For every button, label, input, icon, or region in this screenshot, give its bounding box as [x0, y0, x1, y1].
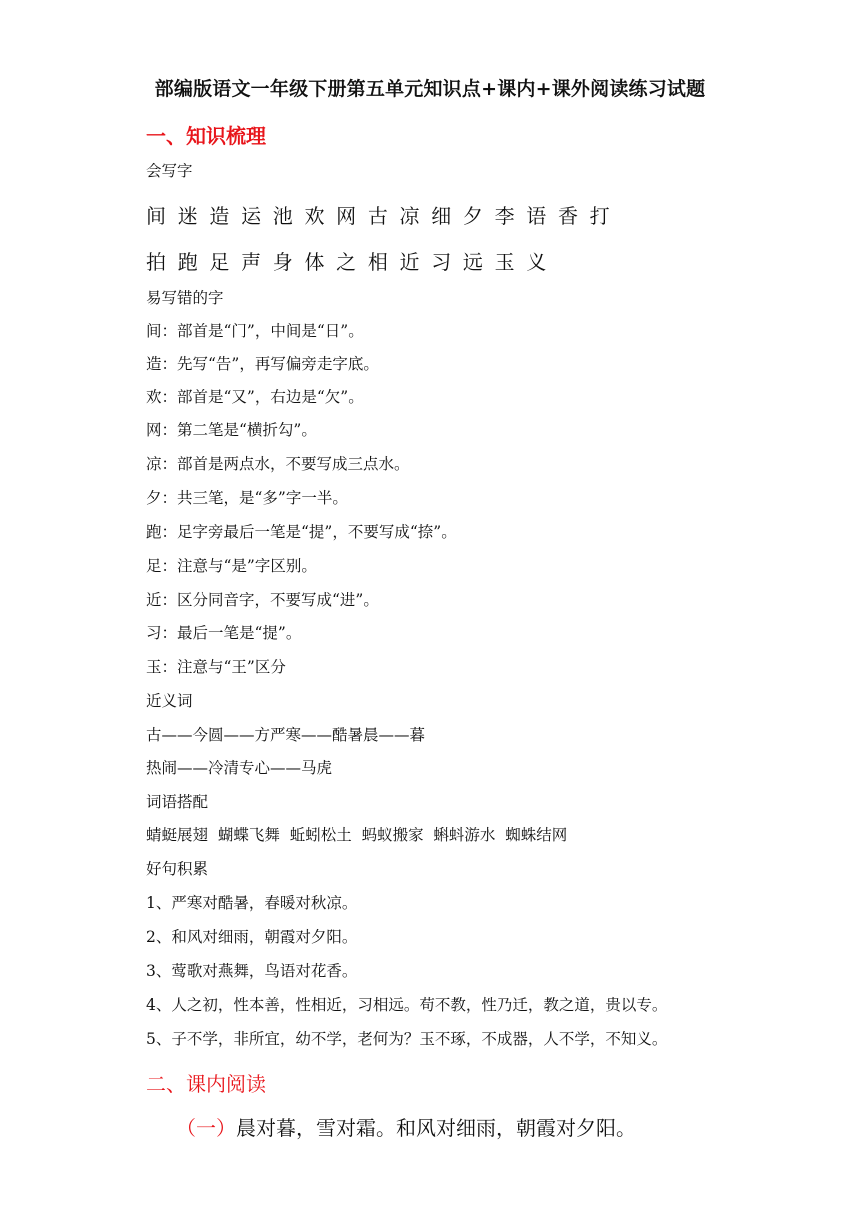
sentence-item: 4、人之初，性本善，性相近，习相远。苟不教，性乃迁，教之道，贵以专。	[146, 996, 668, 1014]
write-chars-row-2	[146, 246, 558, 275]
write-char: 欢	[304, 204, 325, 228]
synonyms-line-2: 热闹——冷清专心——马虎	[146, 759, 333, 777]
write-char: 体	[304, 250, 325, 274]
write-char: 李	[494, 204, 515, 228]
collocations-label: 词语搭配	[146, 793, 209, 811]
write-char: 之	[336, 250, 357, 274]
error-char-item: 间：部首是“门”，中间是“日”。	[146, 322, 364, 340]
error-chars-label: 易写错的字	[146, 289, 224, 307]
write-char: 迷	[177, 204, 198, 228]
write-char: 远	[462, 250, 483, 274]
synonyms-label: 近义词	[146, 692, 193, 710]
write-char: 运	[241, 204, 262, 228]
section-heading-knowledge: 一、知识梳理	[146, 124, 266, 148]
write-char: 习	[431, 250, 452, 274]
error-char-item: 造：先写“告”，再写偏旁走字底。	[146, 355, 379, 373]
write-char: 池	[272, 204, 293, 228]
write-char: 夕	[462, 204, 483, 228]
write-char: 香	[557, 204, 578, 228]
synonyms-line-1: 古——今圆——方严寒——酷暑晨——暮	[146, 726, 426, 744]
write-char: 拍	[146, 250, 166, 274]
error-char-item: 凉：部首是两点水，不要写成三点水。	[146, 455, 410, 473]
reading-passage-1	[176, 1112, 636, 1141]
write-char: 义	[526, 250, 547, 274]
write-char: 近	[399, 250, 420, 274]
write-char: 声	[241, 250, 262, 274]
write-char: 间	[146, 204, 166, 228]
reading-passage-number: （一）	[176, 1116, 236, 1140]
reading-passage-text: 晨对暮，雪对霜。和风对细雨，朝霞对夕阳。	[236, 1116, 636, 1140]
error-char-item: 近：区分同音字，不要写成“进”。	[146, 591, 379, 609]
error-char-item: 习：最后一笔是“提”。	[146, 624, 302, 642]
write-char: 古	[367, 204, 388, 228]
write-char: 打	[589, 204, 610, 228]
sentence-item: 5、子不学，非所宜，幼不学，老何为？玉不琢，不成器，人不学，不知义。	[146, 1030, 668, 1048]
write-char: 语	[526, 204, 547, 228]
write-chars-row-1	[146, 200, 621, 229]
error-char-item: 欢：部首是“又”，右边是“欠”。	[146, 388, 364, 406]
write-chars-label: 会写字	[146, 162, 193, 180]
write-char: 凉	[399, 204, 420, 228]
sentence-item: 2、和风对细雨，朝霞对夕阳。	[146, 928, 358, 946]
write-char: 网	[336, 204, 357, 228]
write-char: 跑	[177, 250, 198, 274]
write-char: 造	[209, 204, 230, 228]
write-char: 玉	[494, 250, 515, 274]
error-char-item: 跑：足字旁最后一笔是“提”，不要写成“捺”。	[146, 523, 457, 541]
document-title: 部编版语文一年级下册第五单元知识点+课内+课外阅读练习试题	[154, 78, 706, 100]
write-char: 身	[272, 250, 293, 274]
write-char: 细	[431, 204, 452, 228]
write-char: 相	[367, 250, 388, 274]
collocations-text: 蜻蜓展翅 蝴蝶飞舞 蚯蚓松土 蚂蚁搬家 蝌蚪游水 蜘蛛结网	[146, 826, 568, 844]
error-char-item: 网：第二笔是“横折勾”。	[146, 421, 317, 439]
error-char-item: 夕：共三笔，是“多”字一半。	[146, 489, 348, 507]
error-char-item: 足：注意与“是”字区别。	[146, 557, 317, 575]
sentence-item: 1、严寒对酷暑，春暖对秋凉。	[146, 894, 358, 912]
section-heading-in-class-reading: 二、课内阅读	[146, 1072, 266, 1096]
sentences-label: 好句积累	[146, 860, 209, 878]
error-char-item: 玉：注意与“王”区分	[146, 658, 286, 676]
sentence-item: 3、莺歌对燕舞，鸟语对花香。	[146, 962, 358, 980]
write-char: 足	[209, 250, 230, 274]
